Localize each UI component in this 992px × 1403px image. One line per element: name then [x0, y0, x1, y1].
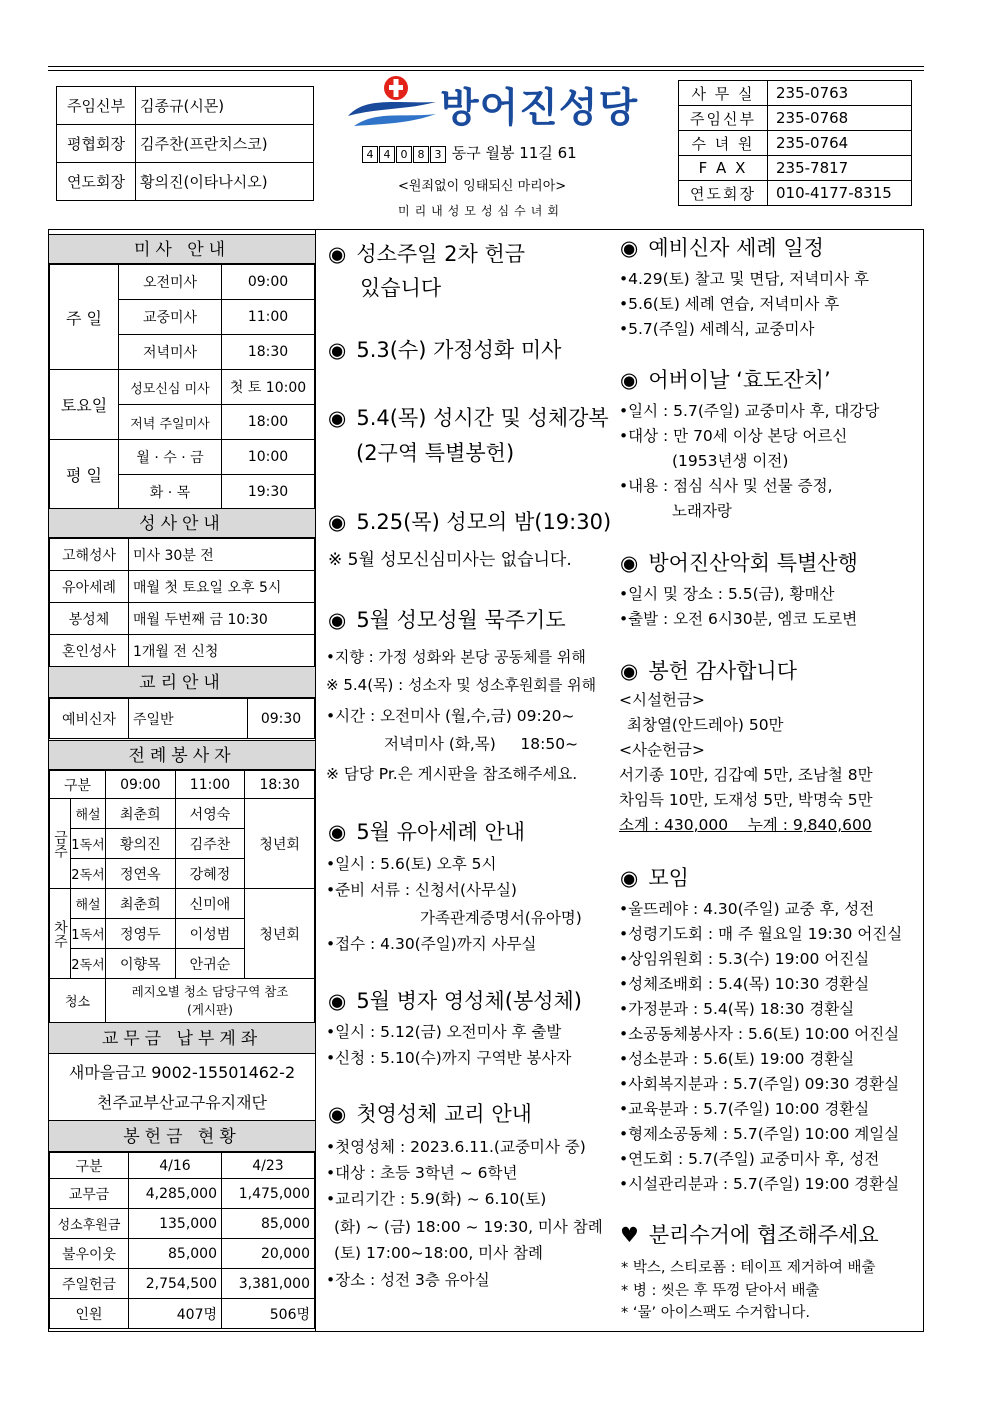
staff-value: 김주찬(프란치스코) — [136, 125, 314, 163]
bullet-icon: ◉ — [328, 820, 347, 844]
notice-title: ◉ 5월 유아세례 안내 — [328, 820, 526, 844]
sacrament-key: 고해성사 — [50, 539, 129, 571]
notice-line: •준비 서류 : 신청서(사무실) — [326, 881, 517, 899]
mass-name: 저녁미사 — [119, 335, 222, 370]
offering-value: 135,000 — [129, 1209, 222, 1239]
servers-table — [49, 770, 315, 1023]
notice-line: •성령기도회 : 매 주 월요일 19:30 어진실 — [619, 925, 903, 943]
notice-title-cont: (2구역 특별봉헌) — [356, 441, 515, 465]
mass-name: 화 · 목 — [119, 475, 222, 510]
mass-time: 첫 토 10:00 — [222, 370, 315, 405]
postal-digit: 8 — [413, 146, 429, 163]
sacrament-header: 성사안내 — [49, 508, 315, 538]
server-role: 해설 — [71, 799, 106, 829]
notice-line: 노래자랑 — [672, 502, 732, 520]
notice-line: * 병 : 씻은 후 뚜껑 닫아서 배출 — [621, 1283, 820, 1299]
server-name: 최춘희 — [106, 799, 176, 829]
weekday-label: 평 일 — [50, 440, 119, 510]
notice-line: •일시 : 5.7(주일) 교중미사 후, 대강당 — [619, 402, 880, 420]
phone-value: 235-0764 — [768, 131, 912, 156]
doctrine-value: 주일반 — [129, 699, 248, 739]
staff-key: 주임신부 — [57, 87, 136, 125]
notice-title: ◉ 예비신자 세례 일정 — [620, 236, 824, 260]
notice-line: •성소분과 : 5.6(토) 19:00 경환실 — [619, 1050, 855, 1068]
notice-title: ◉ 5월 병자 영성체(봉성체) — [328, 989, 582, 1013]
bullet-icon: ◉ — [328, 1102, 347, 1126]
notice-line: •울뜨레야 : 4.30(주일) 교중 후, 성전 — [619, 900, 875, 918]
offering-key: 주일헌금 — [50, 1269, 129, 1299]
notice-line: •사회복지분과 : 5.7(주일) 09:30 경환실 — [619, 1075, 900, 1093]
mass-name: 교중미사 — [119, 300, 222, 335]
notice-line: •내용 : 점심 식사 및 선물 증정, — [619, 477, 833, 495]
server-name: 김주찬 — [175, 829, 245, 859]
sacrament-table — [49, 538, 315, 667]
phone-value: 235-7817 — [768, 156, 912, 181]
bullet-icon: ◉ — [328, 510, 347, 534]
server-name: 정연옥 — [106, 859, 176, 889]
offering-header: 봉헌금 현황 — [49, 1120, 315, 1152]
notice-title: ◉ 방어진산악회 특별산행 — [620, 551, 858, 575]
server-name: 안귀순 — [175, 949, 245, 979]
notice-line: •장소 : 성전 3층 유아실 — [326, 1271, 490, 1289]
phone-value: 235-0768 — [768, 106, 912, 131]
sacrament-key: 봉성체 — [50, 603, 129, 635]
mass-name: 성모신심 미사 — [119, 370, 222, 405]
offering-col: 4/16 — [129, 1153, 222, 1179]
phone-key: 사 무 실 — [679, 81, 768, 106]
notice-title: ◉ 5월 성모성월 묵주기도 — [328, 608, 566, 632]
server-role: 1독서 — [71, 829, 106, 859]
postal-digit: 0 — [396, 146, 412, 163]
saturday-label: 토요일 — [50, 370, 119, 440]
notice-line: (화) ~ (금) 18:00 ~ 19:30, 미사 참례 — [334, 1218, 603, 1236]
notice-line: (1953년생 이전) — [672, 452, 789, 470]
mass-name: 월 · 수 · 금 — [119, 440, 222, 475]
servers-col: 구분 — [50, 771, 106, 799]
mass-time: 18:00 — [222, 405, 315, 440]
notice-line: 차임득 10만, 도재성 5만, 박명숙 5만 — [619, 791, 873, 809]
sacrament-value: 미사 30분 전 — [129, 539, 315, 571]
notice-title: ◉ 어버이날 ‘효도잔치’ — [620, 368, 831, 392]
staff-value: 김종규(시몬) — [136, 87, 314, 125]
postal-digit: 4 — [379, 146, 395, 163]
clean-key: 청소 — [50, 979, 106, 1023]
staff-key: 평협회장 — [57, 125, 136, 163]
notice-line: ※ 5.4(목) : 성소자 및 성소후원회를 위해 — [326, 676, 597, 694]
servers-col: 11:00 — [175, 771, 245, 799]
mass-header: 미사 안내 — [49, 234, 315, 264]
server-name: 이성범 — [175, 919, 245, 949]
server-name: 정영두 — [106, 919, 176, 949]
notice-title: ◉ 5.25(목) 성모의 밤(19:30) — [328, 510, 612, 534]
notice-title: ◉ 봉헌 감사합니다 — [620, 659, 798, 683]
notice-line-total: 소계 : 430,000 누계 : 9,840,600 — [619, 816, 872, 834]
address-text: 동구 월봉 11길 61 — [451, 144, 577, 162]
servers-col: 09:00 — [106, 771, 176, 799]
offering-col: 구분 — [50, 1153, 129, 1179]
account-info — [49, 1058, 315, 1118]
week-label: 금주 — [50, 799, 71, 889]
notice-title: ◉ 모임 — [620, 866, 689, 890]
server-name: 서영숙 — [175, 799, 245, 829]
offering-key: 인원 — [50, 1299, 129, 1329]
notice-line: * 박스, 스티로폼 : 테이프 제거하여 배출 — [621, 1260, 876, 1276]
account-header: 교무금 납부계좌 — [49, 1022, 315, 1054]
notice-line: •성체조배회 : 5.4(목) 10:30 경환실 — [619, 975, 870, 993]
notice-title: ◉ 5.3(수) 가정성화 미사 — [328, 338, 562, 362]
server-name: 황의진 — [106, 829, 176, 859]
server-name: 이향목 — [106, 949, 176, 979]
notice-line: ※ 담당 Pr.은 게시판을 참조해주세요. — [326, 765, 578, 783]
top-rule-thin — [48, 70, 924, 71]
notice-line: •5.6(토) 세례 연습, 저녁미사 후 — [619, 295, 840, 313]
mass-time: 19:30 — [222, 475, 315, 510]
offering-value: 2,754,500 — [129, 1269, 222, 1299]
offering-value: 4,285,000 — [129, 1179, 222, 1209]
mass-table — [49, 264, 315, 510]
address — [362, 142, 577, 163]
notice-line: •지향 : 가정 성화와 본당 공동체를 위해 — [326, 648, 586, 666]
notice-line: •4.29(토) 찰고 및 면담, 저녁미사 후 — [619, 270, 870, 288]
offering-key: 교무금 — [50, 1179, 129, 1209]
offering-value: 20,000 — [222, 1239, 315, 1269]
mass-time: 18:30 — [222, 335, 315, 370]
server-role: 해설 — [71, 889, 106, 919]
offering-key: 성소후원금 — [50, 1209, 129, 1239]
doctrine-header: 교리안내 — [49, 666, 315, 698]
offering-key: 불우이웃 — [50, 1239, 129, 1269]
server-youth: 청년회 — [245, 799, 315, 889]
bullet-icon: ◉ — [328, 242, 347, 266]
church-name: 방어진성당 — [440, 85, 639, 131]
sacrament-value: 매월 첫 토요일 오후 5시 — [129, 571, 315, 603]
offering-value: 1,475,000 — [222, 1179, 315, 1209]
staff-table — [56, 86, 314, 201]
phone-key: F A X — [679, 156, 768, 181]
phone-key: 주임신부 — [679, 106, 768, 131]
account-holder: 천주교부산교구유지재단 — [96, 1093, 268, 1112]
offering-value: 407명 — [129, 1299, 222, 1329]
top-rule — [48, 66, 924, 67]
offering-value: 85,000 — [129, 1239, 222, 1269]
offering-value: 85,000 — [222, 1209, 315, 1239]
bullet-icon: ◉ — [620, 368, 639, 392]
notice-line: •5.7(주일) 세례식, 교중미사 — [619, 320, 815, 338]
bullet-icon: ◉ — [620, 659, 639, 683]
server-name: 최춘희 — [106, 889, 176, 919]
notice-line: •대상 : 초등 3학년 ~ 6학년 — [326, 1164, 518, 1182]
clean-line: (게시판) — [187, 1001, 233, 1017]
bullet-icon: ◉ — [328, 406, 347, 430]
server-name: 신미애 — [175, 889, 245, 919]
doctrine-key: 예비신자 — [50, 699, 129, 739]
notice-title-cont: 있습니다 — [360, 276, 442, 300]
sacrament-value: 매월 두번째 금 10:30 — [129, 603, 315, 635]
notice-line: 가족관계증명서(유아명) — [420, 909, 582, 927]
notice-line: 저녁미사 (화,목) 18:50~ — [384, 735, 579, 753]
server-name: 강혜정 — [175, 859, 245, 889]
clean-value — [106, 979, 315, 1023]
notice-line: •가정분과 : 5.4(목) 18:30 경환실 — [619, 1000, 855, 1018]
servers-col: 18:30 — [245, 771, 315, 799]
notice-line: <사순헌금> — [619, 741, 705, 759]
clean-line: 레지오별 청소 담당구역 참조 — [131, 983, 289, 999]
phone-value: 235-0763 — [768, 81, 912, 106]
column-divider — [315, 229, 316, 1332]
mass-name: 오전미사 — [119, 265, 222, 300]
mass-time: 09:00 — [222, 265, 315, 300]
notice-line: •시간 : 오전미사 (월,수,금) 09:20~ — [326, 707, 575, 725]
notice-line: •대상 : 만 70세 이상 본당 어르신 — [619, 427, 848, 445]
phone-value: 010-4177-8315 — [768, 181, 912, 206]
notice-title: ♥ 분리수거에 협조해주세요 — [620, 1223, 879, 1247]
bullet-icon: ◉ — [328, 338, 347, 362]
phone-key: 연도회장 — [679, 181, 768, 206]
doctrine-time: 09:30 — [248, 699, 315, 739]
motto: <원죄없이 잉태되신 마리아> — [398, 179, 567, 194]
offering-table — [49, 1152, 315, 1329]
mass-time: 11:00 — [222, 300, 315, 335]
notice-line: •일시 : 5.6(토) 오후 5시 — [326, 855, 497, 873]
notice-line: <시설헌금> — [619, 691, 705, 709]
notice-line: •일시 및 장소 : 5.5(금), 황매산 — [619, 585, 835, 603]
staff-value: 황의진(이타나시오) — [136, 163, 314, 201]
notice-line: •상임위원회 : 5.3(수) 19:00 어진실 — [619, 950, 870, 968]
offering-col: 4/23 — [222, 1153, 315, 1179]
staff-key: 연도회장 — [57, 163, 136, 201]
notice-line: •교리기간 : 5.9(화) ~ 6.10(토) — [326, 1190, 547, 1208]
server-role: 2독서 — [71, 949, 106, 979]
notice-title: ◉ 5.4(목) 성시간 및 성체강복 — [328, 406, 609, 430]
sacrament-key: 혼인성사 — [50, 635, 129, 667]
mass-time: 10:00 — [222, 440, 315, 475]
notice-line: •신청 : 5.10(수)까지 구역반 봉사자 — [326, 1049, 572, 1067]
mass-name: 저녁 주일미사 — [119, 405, 222, 440]
phone-key: 수 녀 원 — [679, 131, 768, 156]
postal-digit: 3 — [430, 146, 446, 163]
notice-title: ◉ 첫영성체 교리 안내 — [328, 1102, 532, 1126]
sacrament-value: 1개월 전 신청 — [129, 635, 315, 667]
week-label: 차주 — [50, 889, 71, 979]
phone-table — [678, 80, 912, 206]
notice-line: •교육분과 : 5.7(주일) 10:00 경환실 — [619, 1100, 870, 1118]
notice-line: ※ 5월 성모신심미사는 없습니다. — [328, 550, 572, 570]
server-role: 1독서 — [71, 919, 106, 949]
notice-title: ◉ 성소주일 2차 헌금 — [328, 242, 526, 266]
server-role: 2독서 — [71, 859, 106, 889]
doctrine-table — [49, 698, 315, 739]
offering-value: 506명 — [222, 1299, 315, 1329]
servers-header: 전례봉사자 — [49, 740, 315, 770]
community: 미리내성모성심수녀회 — [398, 204, 564, 218]
offering-value: 3,381,000 — [222, 1269, 315, 1299]
notice-line: •시설관리분과 : 5.7(주일) 19:00 경환실 — [619, 1175, 900, 1193]
notice-line: •형제소공동체 : 5.7(주일) 10:00 계일실 — [619, 1125, 900, 1143]
notice-line: •출발 : 오전 6시30분, 엠코 도로변 — [619, 610, 858, 628]
server-youth: 청년회 — [245, 889, 315, 979]
notice-line: 최창열(안드레아) 50만 — [627, 716, 784, 734]
postal-digit: 4 — [362, 146, 378, 163]
sacrament-key: 유아세례 — [50, 571, 129, 603]
bullet-icon: ◉ — [328, 989, 347, 1013]
notice-line: 서기종 10만, 김갑예 5만, 조남철 8만 — [619, 766, 873, 784]
bullet-icon: ◉ — [620, 866, 639, 890]
notice-line: * ‘물’ 아이스팩도 수거합니다. — [621, 1305, 810, 1321]
notice-line: •첫영성체 : 2023.6.11.(교중미사 중) — [326, 1138, 586, 1156]
bullet-icon: ◉ — [620, 551, 639, 575]
bullet-icon: ◉ — [620, 236, 639, 260]
heart-icon: ♥ — [620, 1223, 639, 1247]
church-logo-icon — [346, 74, 438, 134]
account-bank: 새마을금고 9002-15501462-2 — [68, 1063, 296, 1082]
notice-line: (토) 17:00~18:00, 미사 참례 — [334, 1244, 543, 1262]
notice-line: •일시 : 5.12(금) 오전미사 후 출발 — [326, 1023, 562, 1041]
notice-line: •연도회 : 5.7(주일) 교중미사 후, 성전 — [619, 1150, 880, 1168]
bullet-icon: ◉ — [328, 608, 347, 632]
notice-line: •소공동체봉사자 : 5.6(토) 10:00 어진실 — [619, 1025, 900, 1043]
notice-line: •접수 : 4.30(주일)까지 사무실 — [326, 935, 537, 953]
sunday-label: 주 일 — [50, 265, 119, 370]
